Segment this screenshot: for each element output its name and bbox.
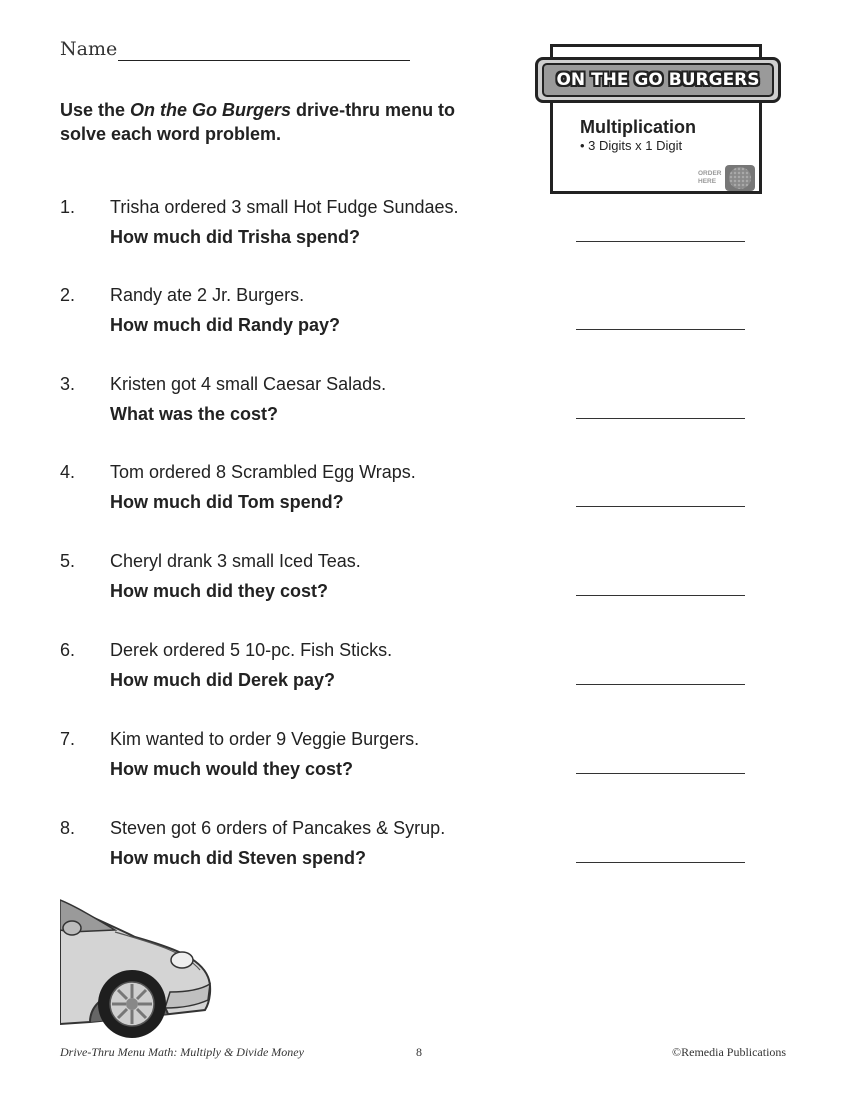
problem-number: 8.	[60, 818, 76, 838]
name-field-line[interactable]	[118, 60, 410, 61]
problem-text: Tom ordered 8 Scrambled Egg Wraps.	[110, 462, 416, 482]
on-the-go-burgers-logo: ON THE GO BURGERS	[542, 63, 774, 97]
answer-line[interactable]	[576, 329, 745, 330]
problem-number: 2.	[60, 285, 76, 305]
order-here-line2: HERE	[698, 178, 717, 185]
instructions-suffix: drive-thru menu to solve each word problem.	[60, 100, 456, 144]
answer-line[interactable]	[576, 773, 745, 774]
problem-text: Kristen got 4 small Caesar Salads.	[110, 374, 387, 394]
car-illustration	[60, 892, 215, 1042]
problem-question: How much would they cost?	[110, 759, 354, 779]
problem-number: 3.	[60, 374, 76, 394]
problem-question: How much did Randy pay?	[110, 315, 341, 335]
footer-page-number: 8	[416, 1045, 422, 1059]
order-here-line1: ORDER	[698, 170, 722, 177]
answer-line[interactable]	[576, 862, 745, 863]
badge-title: Multiplication	[580, 117, 696, 137]
problem-number: 5.	[60, 551, 76, 571]
problem-item	[60, 551, 760, 611]
problem-text: Cheryl drank 3 small Iced Teas.	[110, 551, 361, 571]
problem-number: 1.	[60, 197, 76, 217]
problem-item	[60, 729, 760, 789]
problem-item	[60, 197, 760, 257]
answer-line[interactable]	[576, 418, 745, 419]
answer-line[interactable]	[576, 241, 745, 242]
problem-question: What was the cost?	[110, 404, 279, 424]
problem-item	[60, 285, 760, 345]
problem-number: 7.	[60, 729, 76, 749]
problem-text: Kim wanted to order 9 Veggie Burgers.	[110, 729, 420, 749]
logo-banner	[535, 57, 781, 103]
answer-line[interactable]	[576, 595, 745, 596]
topic-badge	[550, 44, 762, 194]
problem-item	[60, 462, 760, 522]
problem-question: How much did Derek pay?	[110, 670, 336, 690]
name-label: Name	[60, 38, 118, 60]
problem-text: Derek ordered 5 10-pc. Fish Sticks.	[110, 640, 393, 660]
answer-line[interactable]	[576, 684, 745, 685]
problem-item	[60, 640, 760, 700]
instructions-prefix: Use the	[60, 100, 131, 120]
problem-text: Trisha ordered 3 small Hot Fudge Sundaes.	[110, 197, 459, 217]
problem-text: Steven got 6 orders of Pancakes & Syrup.	[110, 818, 446, 838]
problem-question: How much did Trisha spend?	[110, 227, 361, 247]
problem-text: Randy ate 2 Jr. Burgers.	[110, 285, 305, 305]
problem-item	[60, 374, 760, 434]
badge-subtitle: • 3 Digits x 1 Digit	[580, 138, 683, 153]
problem-question: How much did Steven spend?	[110, 848, 367, 868]
menu-name: On the Go Burgers	[130, 100, 292, 120]
footer-book-title: Drive-Thru Menu Math: Multiply & Divide Money	[60, 1045, 304, 1059]
footer-publisher: ©Remedia Publications	[672, 1045, 787, 1059]
problem-number: 6.	[60, 640, 76, 660]
speaker-icon	[725, 165, 755, 191]
answer-line[interactable]	[576, 506, 745, 507]
problem-question: How much did they cost?	[110, 581, 329, 601]
problem-number: 4.	[60, 462, 76, 482]
order-here-label	[698, 170, 721, 186]
speaker-grill	[729, 167, 751, 189]
problem-question: How much did Tom spend?	[110, 492, 344, 512]
instructions	[60, 98, 480, 146]
problem-item	[60, 818, 760, 878]
